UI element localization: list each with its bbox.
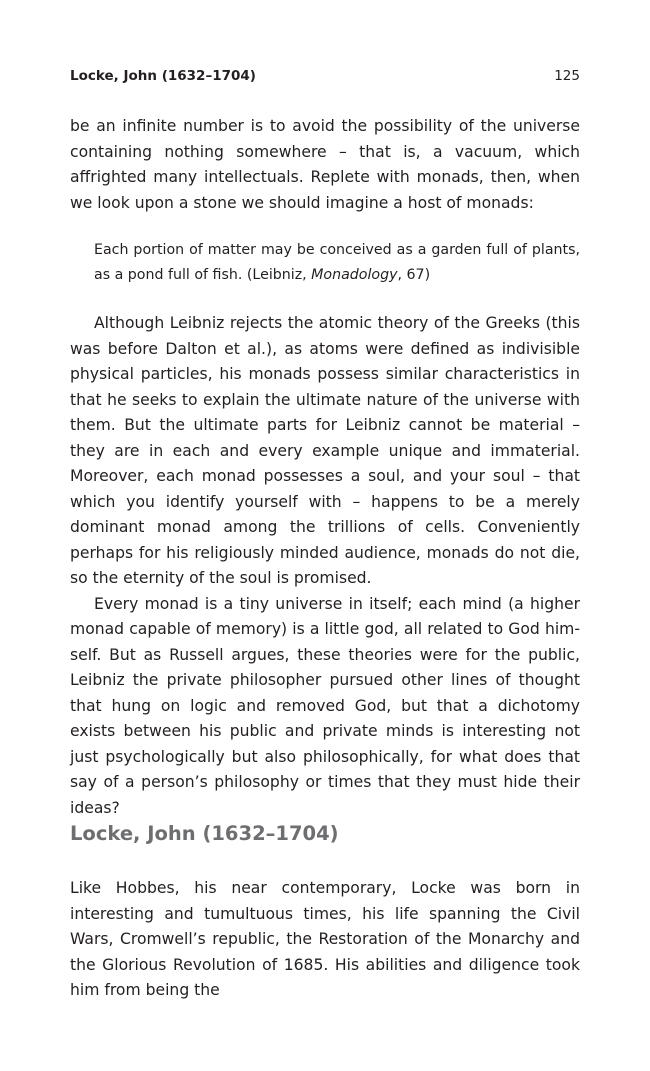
section-heading: Locke, John (1632–1704) (70, 822, 339, 845)
block-quote (94, 238, 580, 288)
quote-italic-title: Monadology (311, 267, 398, 283)
paragraph-2: Although Leibniz rejects the atomic theory of the Greeks (this was before Dalton et al.), as atoms were defined as indivisible physical particles, his monads possess similar characteristics in that he seeks to explain the ultimate nature of the universe with them. But the ultimate parts for Leibniz cannot be material – they are in each and every example unique and immaterial. Moreover, each monad possesses a soul, and your soul – that which you identify yourself with – happens to be a merely dominant monad among the trillions of cells. Conveniently perhaps for his religiously minded audience, monads do not die, so the eternity of the soul is promised. (70, 314, 580, 587)
paragraph-4: Like Hobbes, his near contemporary, Locke was born in interesting and tumultuous times, his life spanning the Civil Wars, Cromwell’s republic, the Restoration of the Monarchy and the Glorious Revolution of 1685. His abilities and diligence took him from being the (70, 879, 580, 999)
paragraph-1-text: be an infinite number is to avoid the possibility of the universe containing nothing somewhere – that is, a vacuum, which affrighted many intellectuals. Replete with monads, then, when we look upon a stone we should imagine a host of monads: (70, 117, 580, 212)
page-number: 125 (554, 68, 580, 84)
section-body (70, 876, 580, 1004)
running-head-title: Locke, John (1632–1704) (70, 68, 256, 84)
paragraph-3: Every monad is a tiny universe in itself; each mind (a higher monad capable of memory) is a little god, all related to God himself. But as Russell argues, these theories were for the public, Leibniz the private philosopher pursued other lines of thought that hung on logic and removed God, but that a dichotomy exists between his public and private minds is interesting not just psychologically but also philosophically, for what does that say of a person’s philosophy or times that they must hide their ideas? (70, 594, 580, 817)
paragraph-continued (70, 114, 580, 216)
quote-text: Each portion of matter may be conceived as a garden full of plants, as a pond full of fish. (Leibniz, (94, 242, 580, 283)
quote-citation-tail: , 67) (397, 267, 431, 283)
running-head (70, 66, 580, 86)
body-paragraphs (70, 311, 580, 821)
